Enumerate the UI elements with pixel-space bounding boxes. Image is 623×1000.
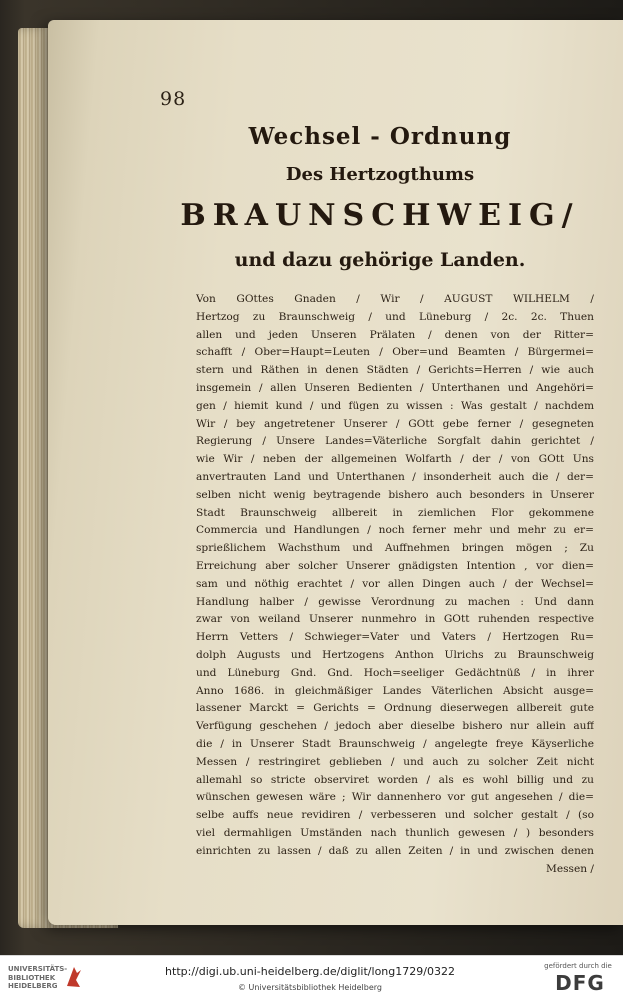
body-line: die / in Unserer Stadt Braunschweig / angelegte freye Käyserliche	[196, 737, 594, 750]
body-line: allemahl so stricte observiret worden / als es wohl billig und zu	[196, 773, 594, 786]
body-line: stern und Räthen in denen Städten / Gerichts=Herren / wie auch	[196, 364, 594, 377]
body-line: selbe auffs neue revidiren / verbesseren und solcher gestalt / (so	[196, 809, 594, 822]
page-number: 98	[160, 88, 187, 110]
body-line: allen und jeden Unseren Prälaten / denen von der Ritter=	[196, 328, 594, 341]
body-line: Erreichung aber solcher Unserer gnädigsten Intention , vor dien=	[196, 559, 594, 572]
body-line: Stadt Braunschweig allbereit in ziemlichen Flor gekommene	[196, 506, 594, 519]
body-line: einrichten zu lassen / daß zu allen Zeiten / in und zwischen denen	[196, 844, 594, 857]
body-line: Commercia und Handlungen / noch ferner mehr und mehr zu er=	[196, 524, 594, 537]
library-logo	[8, 965, 68, 991]
title-und-dazu-gehoerige-landen: und dazu gehörige Landen.	[234, 249, 526, 271]
dfg-logo: DFG	[555, 971, 605, 995]
body-line: insgemein / allen Unseren Bedienten / Unterthanen und Angehöri=	[196, 381, 594, 394]
body-line: Anno 1686. in gleichmäßiger Landes Väterlichen Absicht ausge=	[196, 684, 594, 697]
copyright-notice: © Universitätsbibliothek Heidelberg	[237, 983, 382, 992]
body-line: dolph Augusts und Hertzogens Anthon Ulrichs zu Braunschweig	[196, 648, 594, 661]
body-line: anvertrauten Land und Unterthanen / insonderheit auch die / der=	[196, 470, 594, 483]
library-logo-line: HEIDELBERG	[8, 982, 58, 990]
title-wechsel-ordnung: Wechsel - Ordnung	[248, 123, 512, 150]
title-des-hertzogthums: Des Hertzogthums	[285, 164, 475, 185]
body-line: Von GOttes Gnaden / Wir / AUGUST WILHELM /	[196, 293, 594, 305]
body-line: gen / hiemit kund / und fügen zu wissen : Was gestalt / nachdem	[196, 399, 594, 412]
body-line: Hertzog zu Braunschweig / und Lüneburg / 2c. 2c. Thuen	[196, 310, 594, 323]
permalink-url[interactable]: http://digi.ub.uni-heidelberg.de/diglit/long1729/0322	[165, 965, 455, 978]
sponsor-label: gefördert durch die	[544, 962, 612, 970]
library-lion-icon	[64, 964, 84, 990]
body-line: viel dermahligen Umständen nach thunlich gewesen / ) besonders	[196, 826, 594, 839]
body-text	[196, 291, 594, 878]
body-line: wünschen gewesen wäre ; Wir dannenhero vor gut angesehen / die=	[196, 791, 594, 804]
library-logo-line: UNIVERSITÄTS-	[8, 965, 68, 973]
body-line-catchword: Messen /	[545, 862, 594, 875]
viewer-footer	[0, 955, 623, 1000]
body-line: und Lüneburg Gnd. Gnd. Hoch=seeliger Gedächtnüß / in ihrer	[196, 666, 594, 679]
body-line: schafft / Ober=Haupt=Leuten / Ober=und Beamten / Bürgermei=	[196, 346, 594, 359]
body-line: Herrn Vetters / Schwieger=Vater und Vaters / Hertzogen Ru=	[196, 631, 594, 644]
body-line: sam und nöthig erachtet / vor allen Dingen auch / der Wechsel=	[196, 577, 594, 590]
body-line: sprießlichem Wachsthum und Auffnehmen bringen mögen ; Zu	[196, 542, 594, 555]
body-line: lassener Marckt = Gerichts = Ordnung dieserwegen allbereit gute	[196, 702, 594, 715]
body-line: selben nicht wenig beytragende bishero auch besonders in Unserer	[196, 488, 594, 501]
body-line: Wir / bey angetretener Unserer / GOtt gebe ferner / gesegneten	[196, 417, 594, 430]
body-line: Handlung halber / gewisse Verordnung zu machen : Und dann	[196, 595, 594, 608]
body-line: Verfügung geschehen / jedoch aber dieselbe bishero nur allein auff	[196, 720, 594, 733]
body-line: wie Wir / neben der allgemeinen Wolfarth / der / von GOtt Uns	[196, 453, 594, 466]
title-braunschweig: BRAUNSCHWEIG/	[180, 198, 580, 233]
body-line: Regierung / Unsere Landes=Väterliche Sorgfalt dahin gerichtet /	[196, 435, 594, 448]
body-line: zwar von weiland Unserer nunmehro in GOtt ruhenden respective	[196, 613, 594, 626]
library-logo-line: BIBLIOTHEK	[8, 973, 56, 982]
body-line: Messen / restringiret geblieben / und auch zu solcher Zeit nicht	[196, 755, 594, 768]
